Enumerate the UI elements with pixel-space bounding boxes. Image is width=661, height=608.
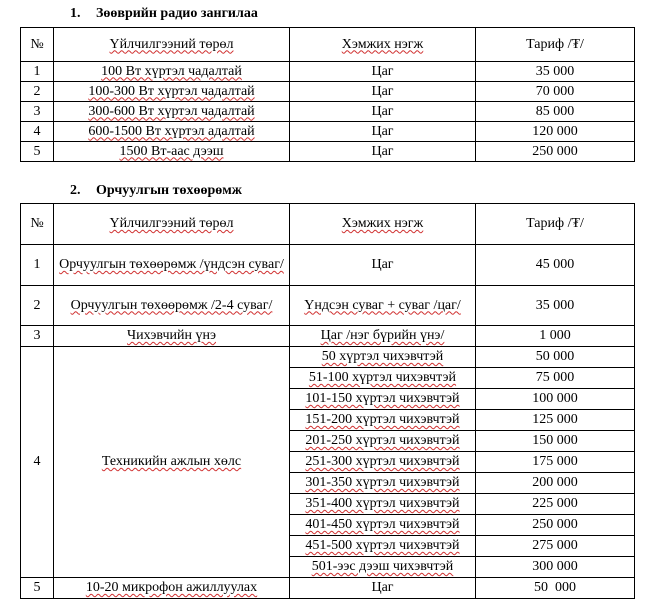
header-unit-label: Хэмжих нэгж [341, 36, 424, 52]
cell-unit: Цаг [290, 245, 476, 286]
cell-no: 4 [21, 122, 54, 142]
cell-unit [290, 557, 476, 578]
cell-unit: Цаг [290, 102, 476, 122]
cell-unit-text: 101-150 хүртэл чихэвчтэй [305, 391, 460, 406]
cell-service [54, 142, 290, 162]
cell-service-text: 600-1500 Вт хүртэл адалтай [88, 123, 255, 139]
cell-service-text: 100 Вт хүртэл чадалтай [101, 63, 242, 79]
cell-unit [290, 452, 476, 473]
cell-tariff: 1 000 [476, 326, 635, 347]
header-tariff: Тариф /₮/ [476, 204, 635, 245]
cell-service [54, 347, 290, 578]
header-tariff: Тариф /₮/ [476, 28, 635, 62]
cell-unit-text: 301-350 хүртэл чихэвчтэй [305, 475, 460, 490]
radio-node-tariff-table [20, 27, 635, 162]
cell-service [54, 122, 290, 142]
cell-tariff: 200 000 [476, 473, 635, 494]
cell-tariff: 275 000 [476, 536, 635, 557]
cell-no: 5 [21, 142, 54, 162]
cell-service-text: 300-600 Вт хүртэл чадалтай [88, 103, 255, 119]
cell-service [54, 62, 290, 82]
table-row [21, 142, 635, 162]
cell-unit-text: 151-200 хүртэл чихэвчтэй [305, 412, 460, 427]
cell-unit: Цаг [290, 82, 476, 102]
section1-number: 1. [70, 6, 81, 21]
cell-tariff: 50 000 [476, 347, 635, 368]
cell-unit-text: 451-500 хүртэл чихэвчтэй [305, 538, 460, 553]
table-row [21, 245, 635, 286]
cell-unit [290, 326, 476, 347]
cell-unit [290, 494, 476, 515]
cell-tariff: 125 000 [476, 410, 635, 431]
cell-tariff: 85 000 [476, 102, 635, 122]
cell-tariff: 120 000 [476, 122, 635, 142]
header-no: № [21, 28, 54, 62]
cell-no: 1 [21, 245, 54, 286]
header-service-label: Үйлчилгээний төрөл [109, 216, 234, 231]
header-service [54, 28, 290, 62]
cell-tariff: 45 000 [476, 245, 635, 286]
cell-tariff: 70 000 [476, 82, 635, 102]
cell-unit [290, 389, 476, 410]
cell-tariff: 250 000 [476, 142, 635, 162]
cell-unit [290, 515, 476, 536]
section2-number: 2. [70, 183, 81, 198]
cell-service [54, 245, 290, 286]
section2-heading [70, 183, 242, 199]
header-service [54, 204, 290, 245]
cell-tariff: 100 000 [476, 389, 635, 410]
table-row [21, 82, 635, 102]
cell-no: 5 [21, 578, 54, 599]
cell-unit [290, 536, 476, 557]
table-row [21, 122, 635, 142]
cell-unit: Цаг [290, 62, 476, 82]
cell-service-text: Орчуулгын төхөөрөмж /2-4 суваг/ [70, 297, 273, 313]
cell-service-text: 100-300 Вт хүртэл чадалтай [88, 83, 255, 99]
cell-service [54, 82, 290, 102]
cell-service [54, 286, 290, 326]
cell-unit-text: 501-ээс дээш чихэвчтэй [311, 559, 454, 574]
section2-title: Орчуулгын төхөөрөмж [96, 183, 242, 198]
cell-no: 3 [21, 326, 54, 347]
cell-tariff: 150 000 [476, 431, 635, 452]
cell-service-text: Чихэвчийн үнэ [126, 328, 216, 343]
cell-no: 2 [21, 286, 54, 326]
cell-service-text: Орчуулгын төхөөрөмж /үндсэн суваг/ [59, 257, 284, 272]
table-row [21, 102, 635, 122]
table-row [21, 347, 635, 368]
cell-service-text: 1500 Вт-аас дээш [119, 143, 224, 159]
cell-tariff: 35 000 [476, 62, 635, 82]
table-row [21, 326, 635, 347]
header-unit-label: Хэмжих нэгж [341, 216, 424, 231]
cell-unit [290, 431, 476, 452]
cell-no: 3 [21, 102, 54, 122]
cell-service-text: 10-20 микрофон ажиллуулах [85, 580, 258, 595]
table-row [21, 286, 635, 326]
cell-unit-text: 251-300 хүртэл чихэвчтэй [305, 454, 460, 469]
cell-unit [290, 368, 476, 389]
section1-title: Зөөврийн радио зангилаа [96, 6, 258, 21]
cell-tariff: 35 000 [476, 286, 635, 326]
cell-service [54, 578, 290, 599]
cell-unit-text: 51-100 хүртэл чихэвчтэй [308, 370, 457, 385]
cell-unit-text: Үндсэн суваг + суваг /цаг/ [304, 297, 461, 313]
cell-service-text: Техникийн ажлын хөлс [101, 454, 242, 469]
table-row [21, 578, 635, 599]
cell-tariff: 250 000 [476, 515, 635, 536]
cell-unit-text: Цаг /нэг бүрийн үнэ/ [320, 328, 445, 343]
cell-unit-text: 201-250 хүртэл чихэвчтэй [305, 433, 460, 448]
table-row [21, 62, 635, 82]
cell-tariff: 75 000 [476, 368, 635, 389]
cell-unit-text: 50 хүртэл чихэвчтэй [321, 349, 444, 364]
cell-service [54, 102, 290, 122]
cell-tariff: 175 000 [476, 452, 635, 473]
cell-unit [290, 347, 476, 368]
header-service-label: Үйлчилгээний төрөл [109, 36, 234, 52]
cell-unit: Цаг [290, 122, 476, 142]
interpretation-equipment-tariff-table [20, 203, 635, 599]
cell-tariff: 300 000 [476, 557, 635, 578]
cell-unit-text: 401-450 хүртэл чихэвчтэй [305, 517, 460, 532]
cell-no: 1 [21, 62, 54, 82]
header-no: № [21, 204, 54, 245]
cell-unit [290, 473, 476, 494]
cell-no: 4 [21, 347, 54, 578]
header-unit [290, 204, 476, 245]
header-unit [290, 28, 476, 62]
table-header-row [21, 204, 635, 245]
cell-no: 2 [21, 82, 54, 102]
cell-service [54, 326, 290, 347]
cell-unit-text: 351-400 хүртэл чихэвчтэй [305, 496, 460, 511]
table-header-row [21, 28, 635, 62]
cell-unit [290, 286, 476, 326]
cell-unit: Цаг [290, 578, 476, 599]
cell-tariff: 50 000 [476, 578, 635, 599]
section1-heading [70, 6, 258, 22]
cell-unit [290, 410, 476, 431]
cell-unit: Цаг [290, 142, 476, 162]
cell-tariff: 225 000 [476, 494, 635, 515]
